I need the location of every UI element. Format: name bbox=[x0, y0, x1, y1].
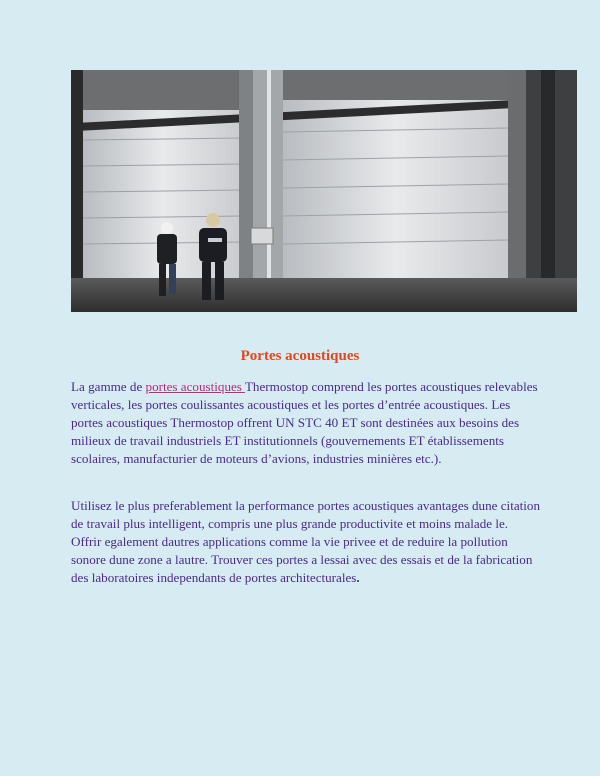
portes-acoustiques-link[interactable]: portes acoustiques bbox=[145, 379, 245, 394]
paragraph-benefits-period: . bbox=[356, 570, 360, 585]
paragraph-intro bbox=[71, 378, 541, 468]
page-title: Portes acoustiques bbox=[240, 348, 360, 364]
paragraph-benefits-body: Utilisez le plus preferablement la performance portes acoustiques avantages dune citation de travail plus intelligent, compris une plus grande productivite et moins malade le. Offrir egalement dautres applications comme la vie privee et de reduire la pollution sonore dune zone a lautre. Trouver ces portes a lessai avec des essais et de la fabrication des laboratoires independants de portes architecturales bbox=[71, 498, 541, 585]
paragraph-intro-body: Thermostop comprend les portes acoustiques relevables verticales, les portes coulissantes acoustiques et les portes d’entrée acoustiques. Les portes acoustiques Thermostop offrent UN STC 40 ET sont destinées aux besoins des milieux de travail industriels ET institutionnels (gouvernements ET établissements scolaires, manufacturier de moteurs d’avions, industries minières etc.). bbox=[71, 379, 538, 466]
paragraph-benefits bbox=[71, 497, 541, 587]
paragraph-intro-lead: La gamme de bbox=[71, 379, 146, 394]
acoustic-doors-photo bbox=[71, 70, 577, 312]
